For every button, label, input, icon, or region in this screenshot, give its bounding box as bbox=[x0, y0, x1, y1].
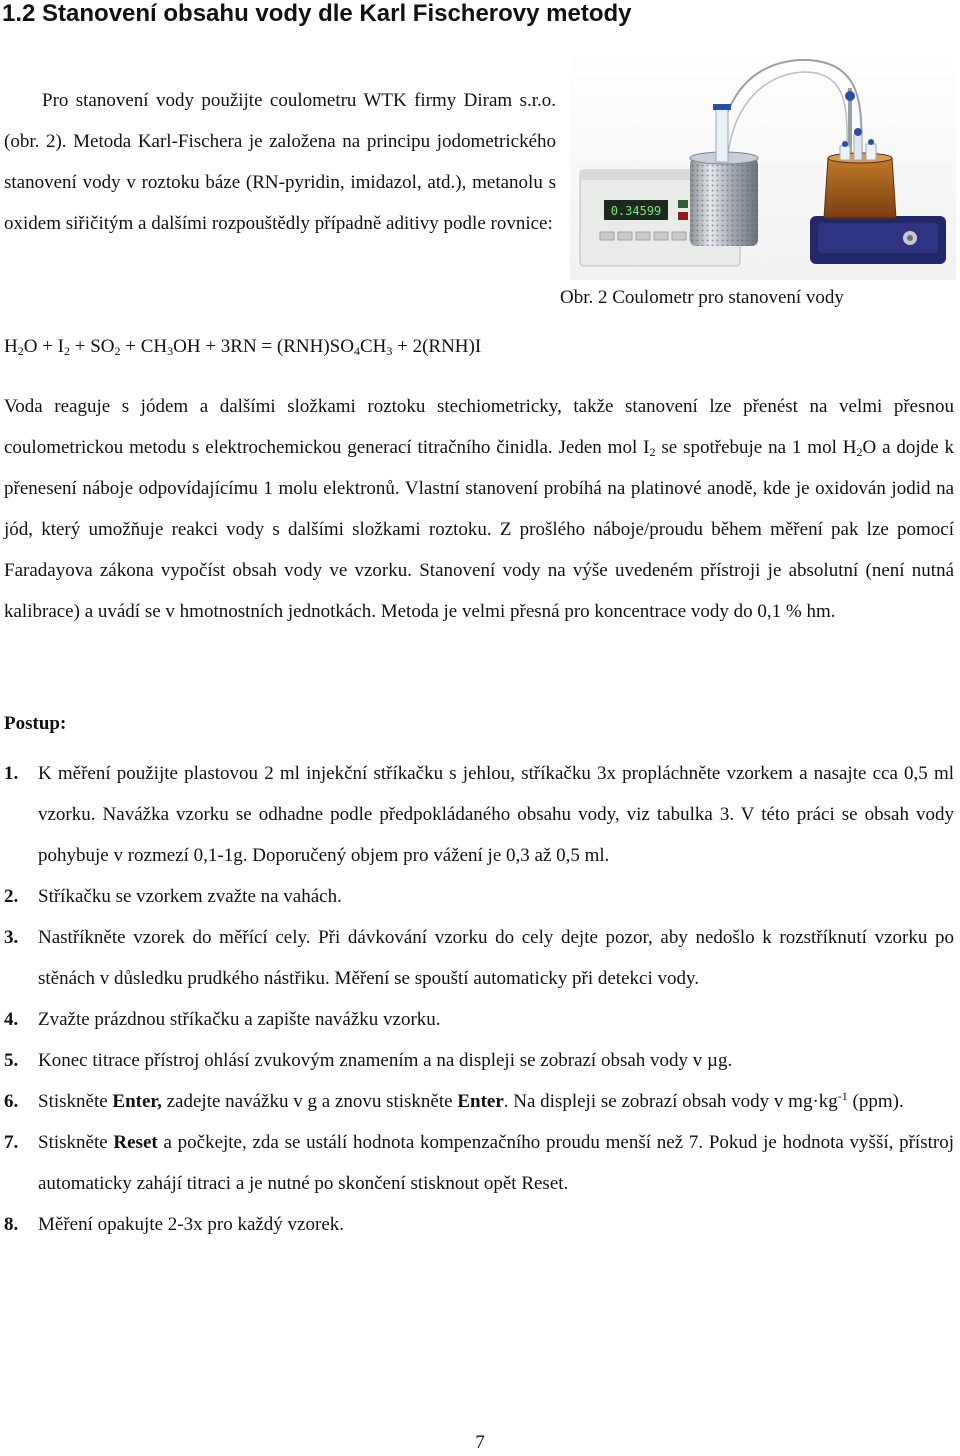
step-text: Měření opakujte 2-3x pro každý vzorek. bbox=[38, 1214, 345, 1235]
text-run: a počkejte, zda se ustálí hodnota kompenzačního proudu menší než 7. Pokud je hodnota vyšší, přístroj automaticky zahájí titraci a je nutné po skončení stisknout opět Reset. bbox=[38, 1132, 954, 1194]
procedure-steps bbox=[4, 753, 954, 1245]
text-run: se spotřebuje na 1 mol H bbox=[655, 437, 857, 458]
step-number: 3. bbox=[4, 927, 19, 948]
step-number: 7. bbox=[4, 1132, 19, 1153]
text-run: . Na displeji se zobrazí obsah vody v mg·kg bbox=[503, 1091, 838, 1112]
text-run: O a dojde k přenesení náboje odpovídajícímu 1 molu elektronů. Vlastní stanovení probíhá na platinové anodě, kde je oxidován jodid na jód, který umožňuje reakci vody s dalšími složkami roztoku. Z prošlého náboje/proudu během měření pak lze pomocí Faradayova zákona vypočíst obsah vody ve vzorku. Stanovení vody na výše uvedeném přístroji je absolutní (není nutná kalibrace) a uvádí se v hmotnostních jednotkách. Metoda je velmi přesná pro koncentrace vody do 0,1 % hm. bbox=[4, 437, 955, 622]
equation-subscript: 4 bbox=[353, 344, 360, 358]
step-1 bbox=[4, 753, 954, 876]
step-number: 2. bbox=[4, 886, 19, 907]
equation-part: + SO bbox=[70, 336, 115, 357]
equation-part: H bbox=[4, 336, 18, 357]
subscript: 2 bbox=[856, 445, 863, 459]
superscript: -1 bbox=[837, 1089, 848, 1103]
intro-paragraph bbox=[4, 80, 556, 244]
equation-part: + CH bbox=[120, 336, 168, 357]
step-2 bbox=[4, 876, 954, 917]
equation-subscript: 3 bbox=[386, 344, 393, 358]
text-run: zadejte navážku v g a znovu stiskněte bbox=[161, 1091, 458, 1112]
step-number: 8. bbox=[4, 1214, 19, 1235]
equation-part: OH + 3RN = (RNH)SO bbox=[173, 336, 354, 357]
step-number: 5. bbox=[4, 1050, 19, 1071]
key-name: Enter, bbox=[112, 1091, 162, 1112]
text-run: Stiskněte bbox=[38, 1091, 113, 1112]
step-text: K měření použijte plastovou 2 ml injekční stříkačku s jehlou, stříkačku 3x propláchněte vzorkem a nasajte cca 0,5 ml vzorku. Navážka vzorku se odhadne podle předpokládaného obsahu vody, viz tabulka 3. V této práci se obsah vody pohybuje v rozmezí 0,1-1g. Doporučený objem pro vážení je 0,3 až 0,5 ml. bbox=[38, 763, 954, 866]
figure-caption: Obr. 2 Coulometr pro stanovení vody bbox=[560, 287, 844, 308]
key-name: Reset bbox=[113, 1132, 158, 1153]
equation-subscript: 2 bbox=[64, 344, 70, 358]
step-3 bbox=[4, 917, 954, 999]
step-text: Zvažte prázdnou stříkačku a zapište navážku vzorku. bbox=[38, 1009, 441, 1030]
step-4 bbox=[4, 999, 954, 1040]
equation-subscript: 2 bbox=[17, 344, 24, 358]
step-6 bbox=[4, 1081, 954, 1122]
equation-part: O + I bbox=[23, 336, 64, 357]
coulometer-photo bbox=[570, 48, 956, 280]
step-7 bbox=[4, 1122, 954, 1204]
step-text: Nastříkněte vzorek do měřící cely. Při dávkování vzorku do cely dejte pozor, aby nedošlo k rozstříknutí vzorku po stěnách v důsledku prudkého nástřiku. Měření se spouští automaticky při detekci vody. bbox=[38, 927, 954, 989]
step-number: 6. bbox=[4, 1091, 19, 1112]
page-number: 7 bbox=[475, 1432, 485, 1453]
subscript: 2 bbox=[649, 445, 656, 459]
step-text: Stříkačku se vzorkem zvažte na vahách. bbox=[38, 886, 342, 907]
method-description bbox=[4, 386, 954, 632]
step-text bbox=[38, 1081, 954, 1122]
reaction-equation bbox=[4, 336, 481, 359]
step-8 bbox=[4, 1204, 954, 1245]
step-text: Konec titrace přístroj ohlásí zvukovým znamením a na displeji se zobrazí obsah vody v µg. bbox=[38, 1050, 733, 1071]
text-run: (ppm). bbox=[847, 1091, 904, 1112]
equation-part: CH bbox=[359, 336, 387, 357]
equation-subscript: 2 bbox=[114, 344, 121, 358]
procedure-heading: Postup: bbox=[4, 713, 67, 734]
step-number: 1. bbox=[4, 763, 19, 784]
method-paragraph bbox=[4, 386, 954, 632]
step-number: 4. bbox=[4, 1009, 19, 1030]
key-name: Enter bbox=[457, 1091, 504, 1112]
section-heading: 1.2 Stanovení obsahu vody dle Karl Fischerovy metody bbox=[2, 0, 632, 27]
display-readout: 0.34599 bbox=[610, 204, 662, 218]
step-5 bbox=[4, 1040, 954, 1081]
text-run: Voda reaguje s jódem a dalšími složkami roztoku stechiometricky, takže stanovení lze přenést na velmi přesnou coulometrickou metodu s elektrochemickou generací titračního činidla. Jeden mol I bbox=[4, 396, 954, 458]
text-run: Stiskněte bbox=[38, 1132, 114, 1153]
equation-part: + 2(RNH)I bbox=[392, 336, 482, 357]
equation-subscript: 3 bbox=[167, 344, 174, 358]
step-text bbox=[38, 1122, 954, 1204]
intro-text: Pro stanovení vody použijte coulometru WTK firmy Diram s.r.o. (obr. 2). Metoda Karl-Fischera je založena na principu jodometrického stanovení vody v roztoku báze (RN-pyridin, imidazol, atd.), metanolu s oxidem siřičitým a dalšími rozpouštědly případně aditivy podle rovnice: bbox=[4, 90, 556, 234]
